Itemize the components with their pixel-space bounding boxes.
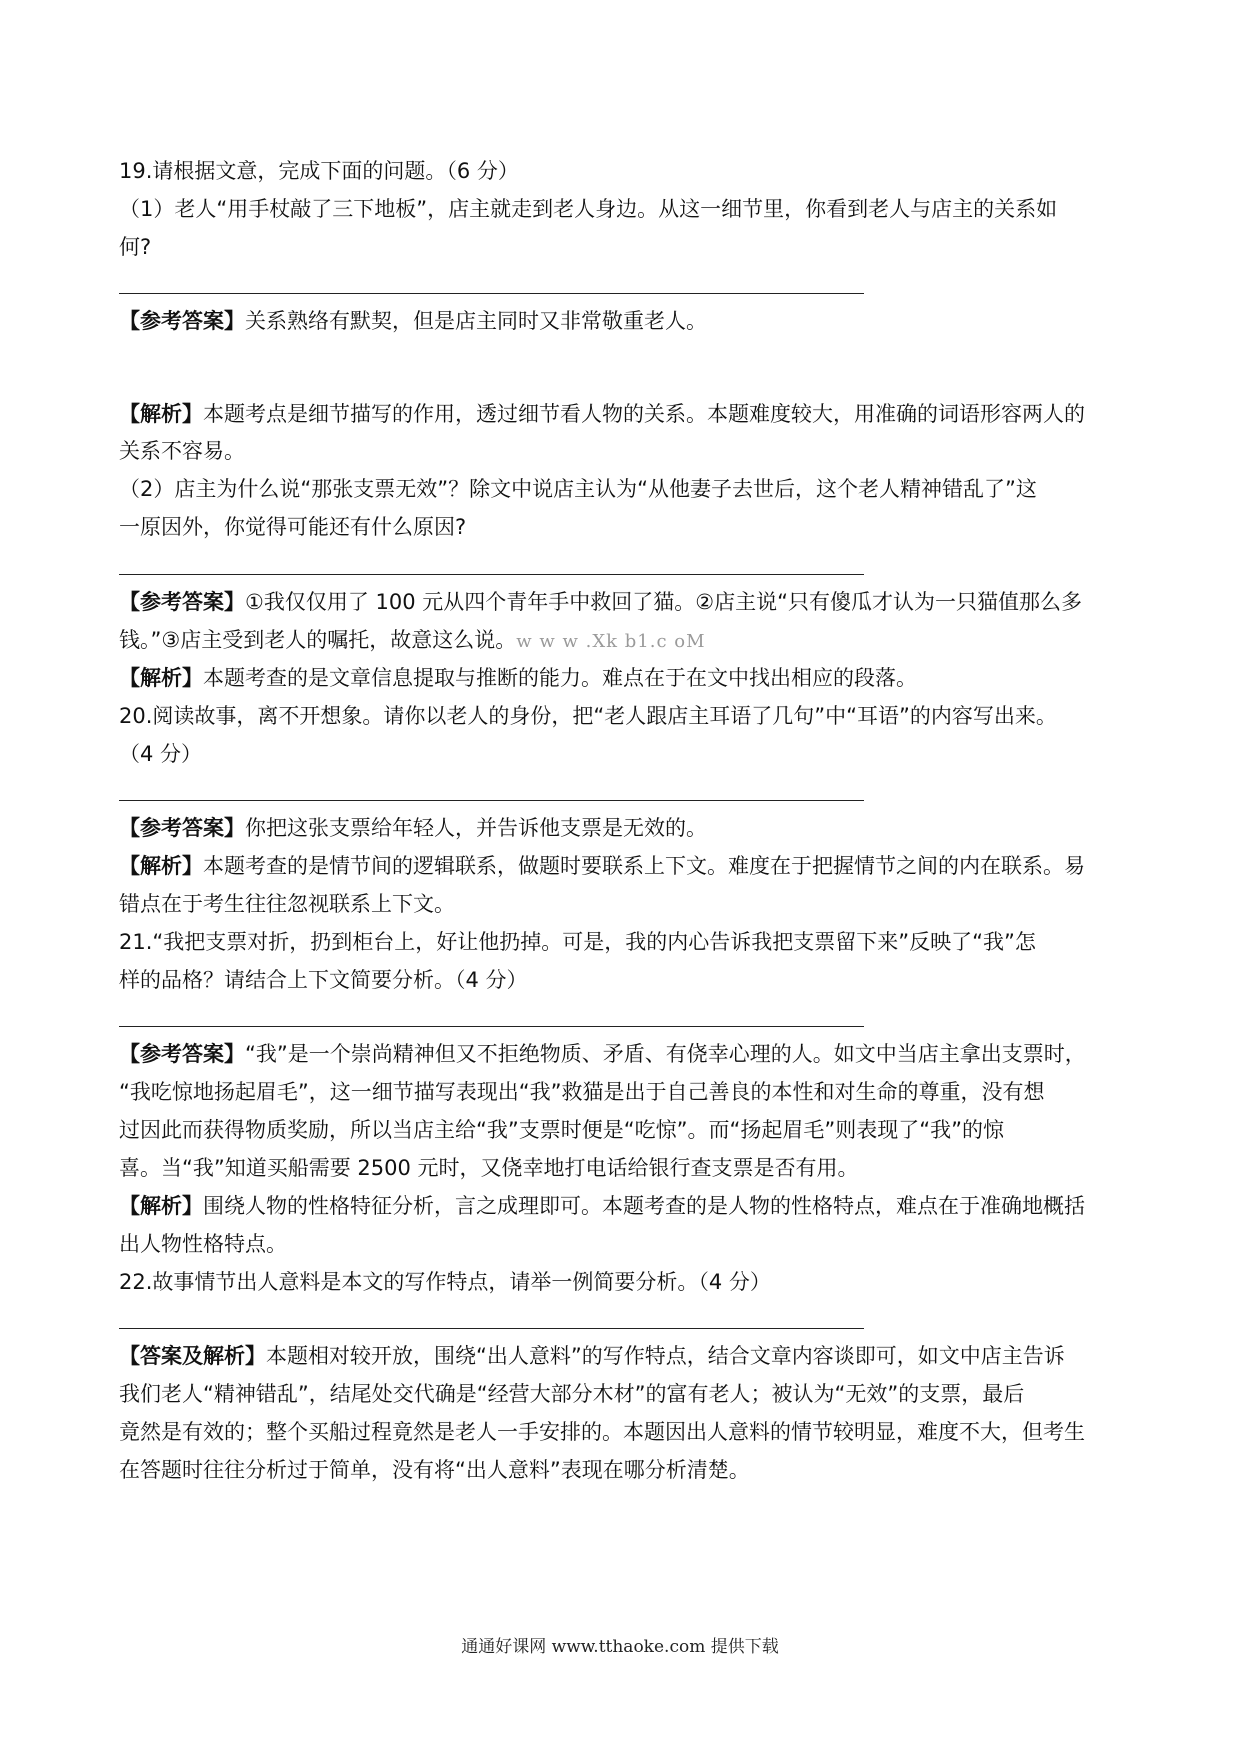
analysis-label: 【解析】	[119, 666, 203, 690]
analysis-label: 【解析】	[119, 402, 203, 426]
q19-part1-answer	[119, 307, 1129, 335]
analysis-text: 本题考查的是文章信息提取与推断的能力。难点在于在文中找出相应的段落。	[203, 666, 917, 690]
answer-text: 钱。”③店主受到老人的嘱托，故意这么说。	[119, 628, 517, 652]
answer-text: 你把这张支票给年轻人，并告诉他支票是无效的。	[245, 816, 707, 840]
answer-blank-line	[119, 1328, 864, 1329]
analysis-label: 【解析】	[119, 1194, 203, 1218]
q22-title: 22.故事情节出人意料是本文的写作特点，请举一例简要分析。（4 分）	[119, 1270, 771, 1294]
q19-part1-analysis-cont: 关系不容易。	[119, 439, 245, 463]
q19-part2-answer-cont	[119, 626, 1129, 656]
q19-part1-line: （1）老人“用手杖敲了三下地板”，店主就走到老人身边。从这一细节里，你看到老人与店主的关系如	[119, 197, 1058, 221]
q19-part2-answer	[119, 588, 1129, 616]
analysis-label: 【解析】	[119, 854, 203, 878]
q21-analysis-cont: 出人物性格特点。	[119, 1232, 287, 1256]
answer-label: 【参考答案】	[119, 590, 245, 614]
analysis-text: 本题考点是细节描写的作用，透过细节看人物的关系。本题难度较大，用准确的词语形容两人的	[203, 402, 1085, 426]
watermark-text: w w w .Xk b1.c oM	[516, 631, 706, 652]
page-footer: 通通好课网 www.tthaoke.com 提供下载	[461, 1637, 779, 1657]
q22-answer-cont: 在答题时往往分析过于简单，没有将“出人意料”表现在哪分析清楚。	[119, 1458, 750, 1482]
q21-analysis	[119, 1192, 1129, 1220]
q20-title: 20.阅读故事，离不开想象。请你以老人的身份，把“老人跟店主耳语了几句”中“耳语”的内容写出来。	[119, 704, 1057, 728]
q22-answer-cont: 竟然是有效的；整个买船过程竟然是老人一手安排的。本题因出人意料的情节较明显，难度不大，但考生	[119, 1420, 1085, 1444]
q19-part2-analysis	[119, 664, 1129, 692]
answer-label: 【参考答案】	[119, 1042, 245, 1066]
answer-blank-line	[119, 1026, 864, 1027]
answer-label: 【答案及解析】	[119, 1344, 266, 1368]
q19-part1-analysis	[119, 400, 1129, 428]
q21-answer-cont: 过因此而获得物质奖励，所以当店主给“我”支票时便是“吃惊”。而“扬起眉毛”则表现了“我”的惊	[119, 1118, 1005, 1142]
q22-answer-cont: 我们老人“精神错乱”，结尾处交代确是“经营大部分木材”的富有老人；被认为“无效”的支票，最后	[119, 1382, 1025, 1406]
q21-answer-cont: 喜。当“我”知道买船需要 2500 元时，又侥幸地打电话给银行查支票是否有用。	[119, 1156, 859, 1180]
analysis-text: 本题考查的是情节间的逻辑联系，做题时要联系上下文。难度在于把握情节之间的内在联系。易	[203, 854, 1085, 878]
answer-label: 【参考答案】	[119, 816, 245, 840]
q19-part2-line: 一原因外，你觉得可能还有什么原因?	[119, 515, 467, 539]
q20-analysis	[119, 852, 1129, 880]
q21-answer	[119, 1040, 1129, 1068]
q21-answer-cont: “我吃惊地扬起眉毛”，这一细节描写表现出“我”救猫是出于自己善良的本性和对生命的尊重，没有想	[119, 1080, 1045, 1104]
q21-title-cont: 样的品格？请结合上下文简要分析。（4 分）	[119, 968, 528, 992]
answer-text: ①我仅仅用了 100 元从四个青年手中救回了猫。②店主说“只有傻瓜才认为一只猫值那么多	[245, 590, 1082, 614]
answer-text: 关系熟络有默契，但是店主同时又非常敬重老人。	[245, 309, 707, 333]
q22-answer	[119, 1342, 1129, 1370]
q20-analysis-cont: 错点在于考生往往忽视联系上下文。	[119, 892, 455, 916]
answer-blank-line	[119, 800, 864, 801]
answer-blank-line	[119, 293, 864, 294]
answer-text: “我”是一个崇尚精神但又不拒绝物质、矛盾、有侥幸心理的人。如文中当店主拿出支票时，	[245, 1042, 1086, 1066]
answer-text: 本题相对较开放，围绕“出人意料”的写作特点，结合文章内容谈即可，如文中店主告诉	[266, 1344, 1065, 1368]
answer-label: 【参考答案】	[119, 309, 245, 333]
q20-title-cont: （4 分）	[119, 742, 203, 766]
q21-title: 21.“我把支票对折，扔到柜台上，好让他扔掉。可是，我的内心告诉我把支票留下来”反映了“我”怎	[119, 930, 1036, 954]
analysis-text: 围绕人物的性格特征分析，言之成理即可。本题考查的是人物的性格特点，难点在于准确地概括	[203, 1194, 1085, 1218]
q19-part2-line: （2）店主为什么说“那张支票无效”？除文中说店主认为“从他妻子去世后，这个老人精神错乱了”这	[119, 477, 1037, 501]
q19-title: 19.请根据文意，完成下面的问题。（6 分）	[119, 159, 519, 183]
q19-part1-line: 何?	[119, 235, 152, 259]
q20-answer	[119, 814, 1129, 842]
answer-blank-line	[119, 574, 864, 575]
